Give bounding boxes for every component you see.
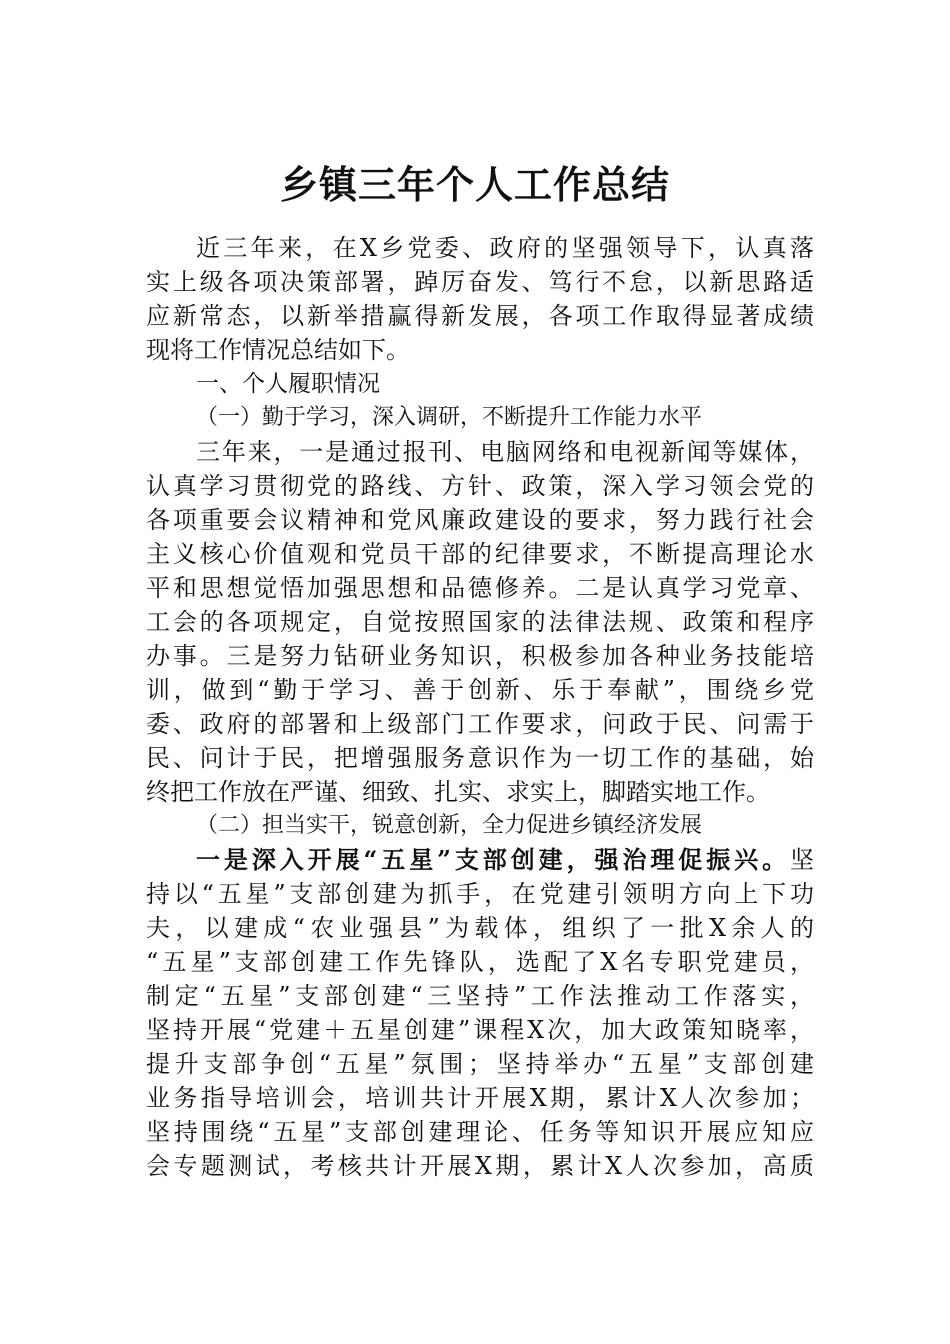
section1-paragraph-line-3: 各项重要会议精神和党风廉政建设的要求，努力践行社会 [146, 506, 814, 534]
section1-paragraph-line-4: 主义核心价值观和党员干部的纪律要求，不断提高理论水 [146, 540, 814, 568]
section1-paragraph-line-2: 认真学习贯彻党的路线、方针、政策，深入学习领会党的 [146, 472, 814, 500]
section2-paragraph-line-1 [146, 843, 814, 877]
section2-first-line-tail: 坚 [790, 846, 814, 874]
section1-paragraph-line-1: 三年来，一是通过报刊、电脑网络和电视新闻等媒体， [196, 438, 814, 466]
section1-paragraph-line-11: 终把工作放在严谨、细致、扎实、求实上，脚踏实地工作。 [146, 778, 770, 806]
intro-paragraph-line-2: 实上级各项决策部署，踔厉奋发、笃行不怠，以新思路适 [146, 268, 814, 296]
section2-paragraph-line-6: 坚持开展“党建＋五星创建”课程X次，加大政策知晓率， [146, 1016, 814, 1044]
intro-paragraph-line-3: 应新常态，以新举措赢得新发展，各项工作取得显著成绩 [146, 302, 814, 330]
section2-paragraph-line-7: 提升支部争创“五星”氛围；坚持举办“五星”支部创建 [146, 1050, 814, 1078]
subsection-heading-1: （一）勤于学习，深入调研，不断提升工作能力水平 [196, 405, 703, 430]
intro-paragraph-line-1: 近三年来，在X乡党委、政府的坚强领导下，认真落 [196, 234, 814, 262]
section2-paragraph-line-9: 坚持围绕“五星”支部创建理论、任务等知识开展应知应 [146, 1118, 814, 1146]
subsection-heading-2: （二）担当实干，锐意创新，全力促进乡镇经济发展 [196, 813, 703, 838]
section2-paragraph-line-8: 业务指导培训会，培训共计开展X期，累计X人次参加； [146, 1084, 814, 1112]
section1-paragraph-line-6: 工会的各项规定，自觉按照国家的法律法规、政策和程序 [146, 608, 814, 636]
intro-paragraph-line-4: 现将工作情况总结如下。 [146, 336, 410, 364]
document-body [146, 231, 814, 1183]
section2-paragraph-line-4: “五星”支部创建工作先锋队，选配了X名专职党建员， [146, 948, 814, 976]
section2-bold-lead: 一是深入开展“五星”支部创建，强治理促振兴。 [196, 845, 790, 874]
section2-paragraph-line-5: 制定“五星”支部创建“三坚持”工作法推动工作落实， [146, 982, 814, 1010]
section1-paragraph-line-5: 平和思想觉悟加强思想和品德修养。二是认真学习党章、 [146, 574, 814, 602]
section2-paragraph-line-2: 持以“五星”支部创建为抓手，在党建引领明方向上下功 [146, 880, 814, 908]
section2-paragraph-line-3: 夫，以建成“农业强县”为载体，组织了一批X余人的 [146, 914, 814, 942]
section-heading-1: 一、个人履职情况 [196, 371, 380, 397]
section1-paragraph-line-9: 委、政府的部署和上级部门工作要求，问政于民、问需于 [146, 710, 814, 738]
section1-paragraph-line-10: 民、问计于民，把增强服务意识作为一切工作的基础，始 [146, 744, 814, 772]
section1-paragraph-line-8: 训，做到“勤于学习、善于创新、乐于奉献”，围绕乡党 [146, 676, 814, 704]
section1-paragraph-line-7: 办事。三是努力钻研业务知识，积极参加各种业务技能培 [146, 642, 814, 670]
document-title: 乡镇三年个人工作总结 [279, 162, 670, 207]
section2-paragraph-line-10: 会专题测试，考核共计开展X期，累计X人次参加，高质 [146, 1152, 814, 1180]
